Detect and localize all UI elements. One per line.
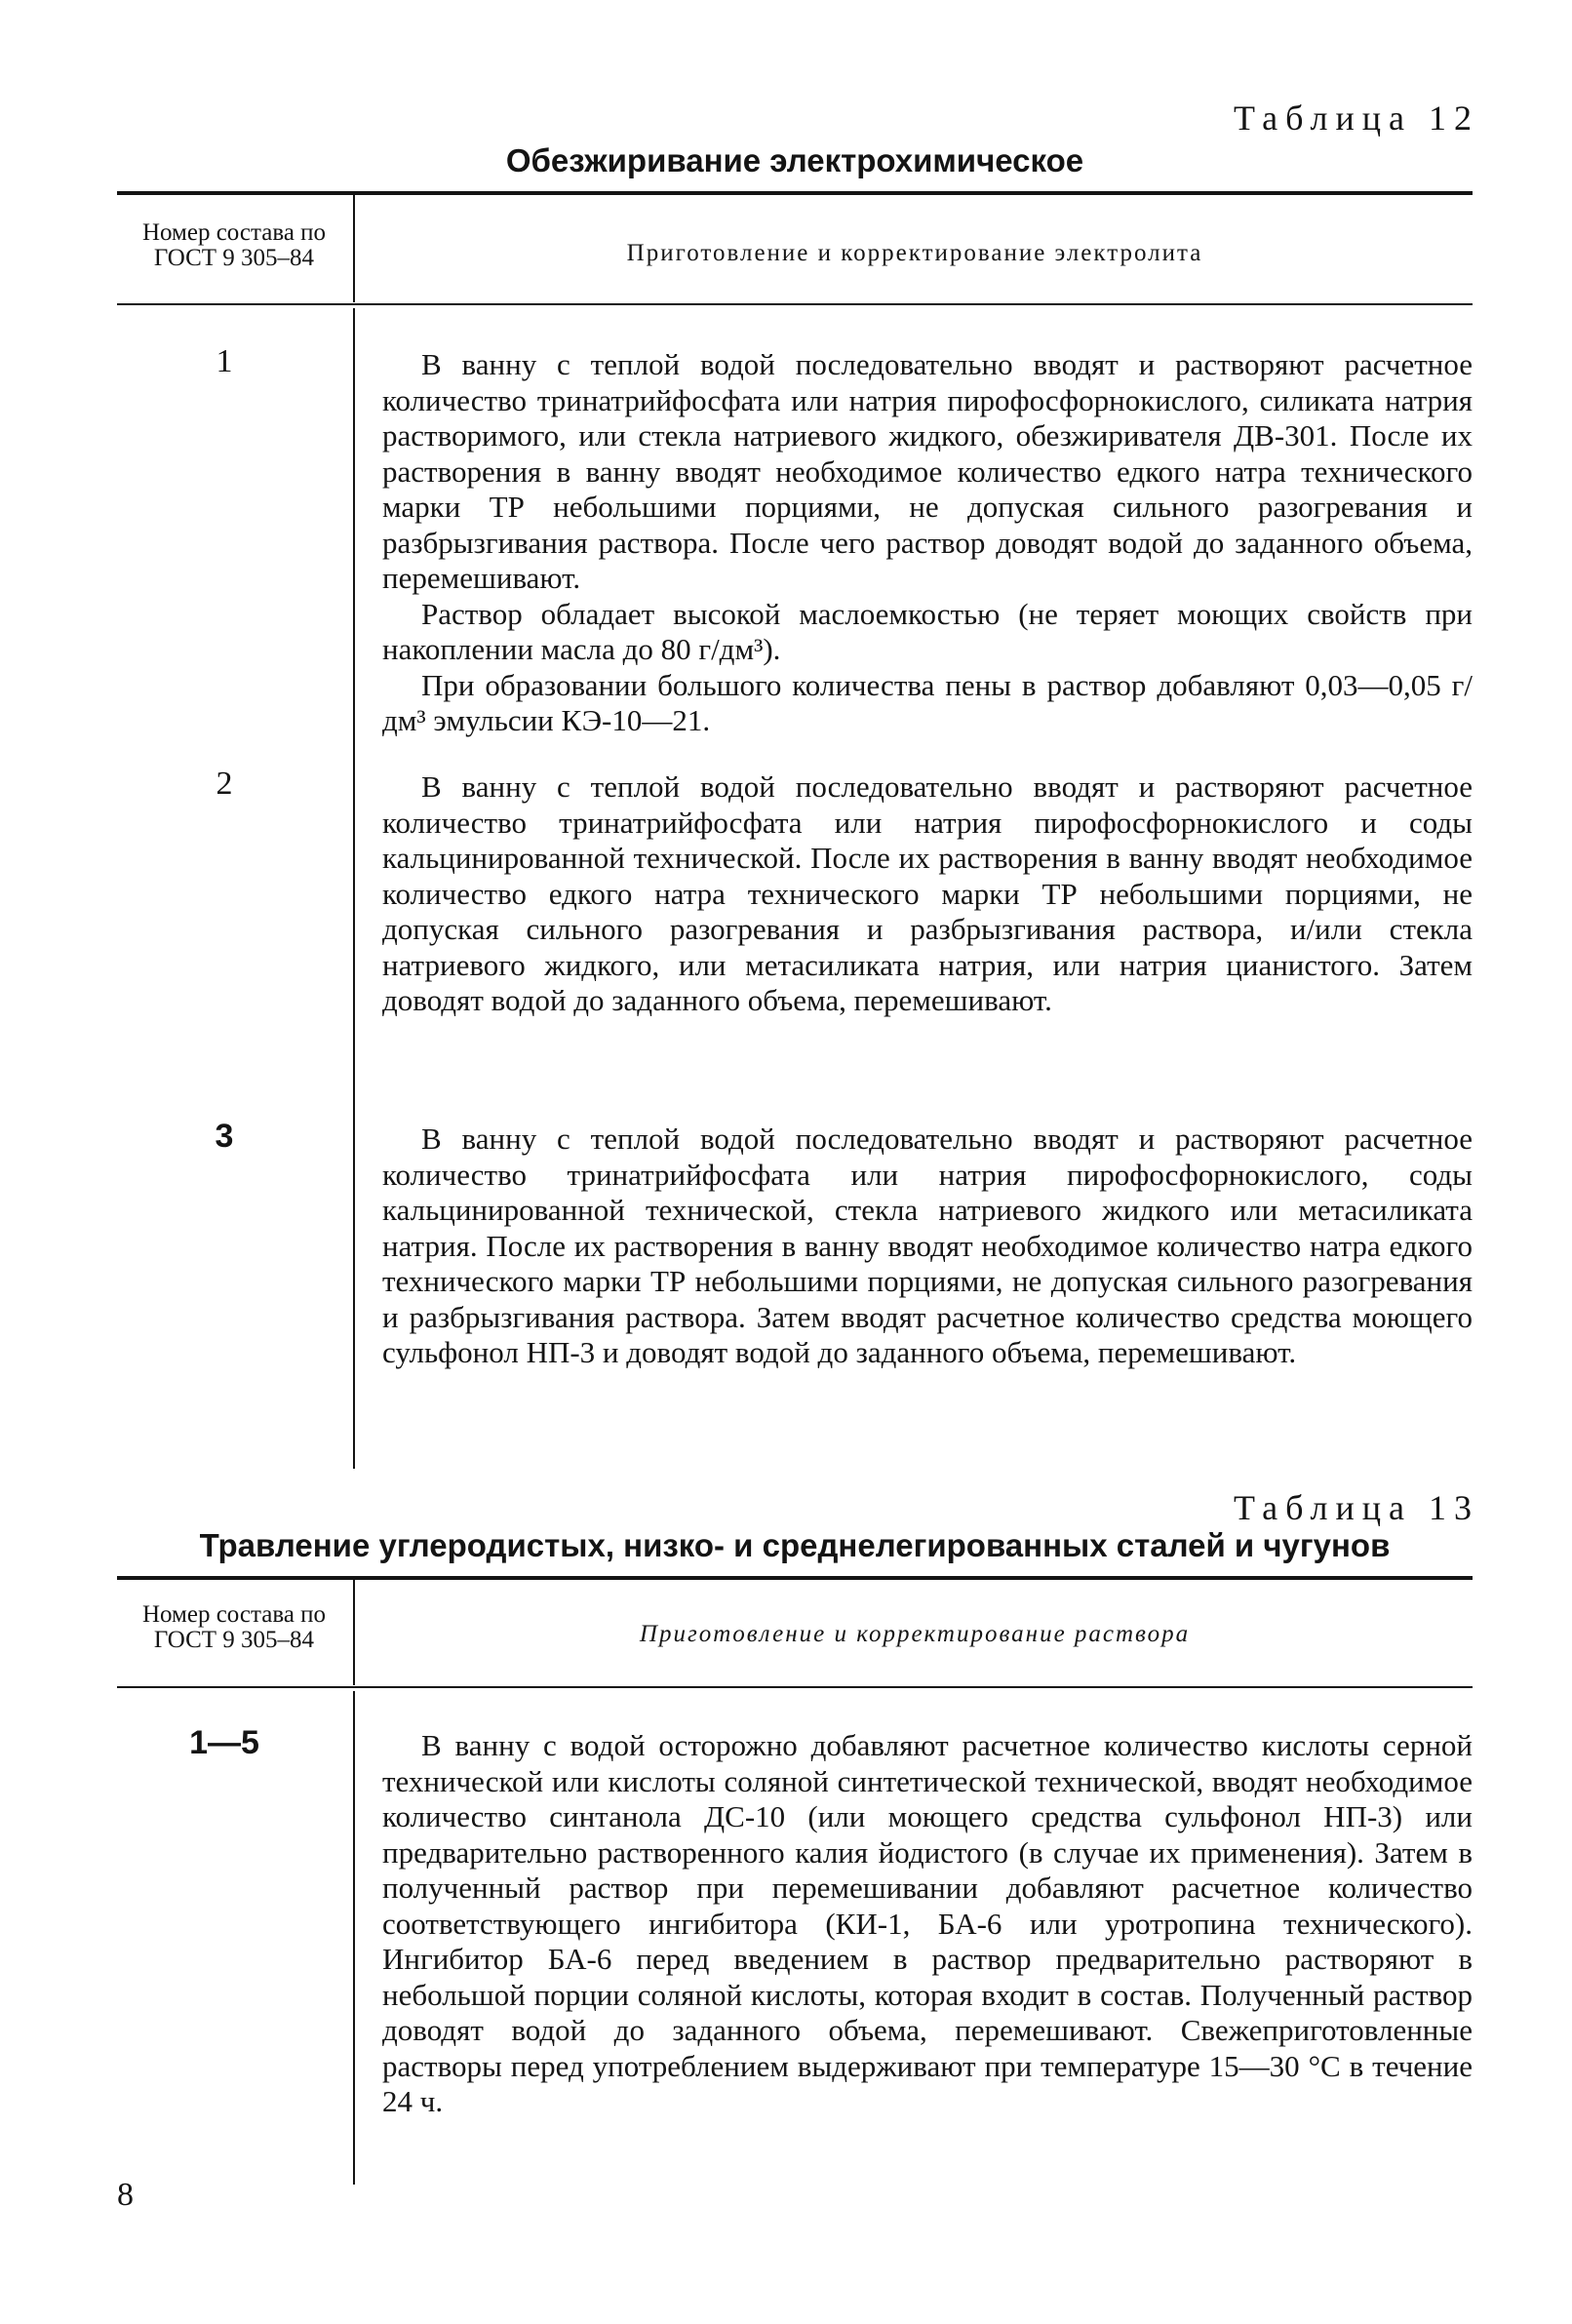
- paragraph: Раствор обладает высокой маслоемкостью (не теряет моющих свойств при накоплении масла до 80 г/дм³).: [382, 596, 1473, 666]
- table-13-column-divider: [353, 1691, 355, 2185]
- table-12-header-divider: [353, 193, 355, 302]
- table-13-header-divider: [353, 1578, 355, 1685]
- table-13-col-header-number: Номер состава по ГОСТ 9 305–84: [141, 1601, 327, 1653]
- table-13-row-number: 1—5: [189, 1724, 259, 1761]
- table-13-col-header-preparation: Приготовление и корректирование раствора: [639, 1621, 1191, 1647]
- table-13-row-1-text: [382, 1728, 1473, 2120]
- paragraph: При образовании большого количества пены в раствор добавляют 0,03—0,05 г/дм³ эмульсии КЭ-10—21.: [382, 667, 1473, 737]
- table-12-header-rule: [117, 303, 1473, 305]
- paragraph: В ванну с теплой водой последовательно вводят и растворяют расчетное количество тринатрийфосфата или натрия пирофосфорнокислого, силиката натрия растворимого, или стекла натриевого жидкого, обезжиривателя ДВ-301. После их растворения в ванну вводят необходимое количество едкого натра технического марки ТР небольшими порциями, не допуская сильного разогревания и разбрызгивания раствора. После чего раствор доводят водой до заданного объема, перемешивают.: [382, 347, 1473, 595]
- table-12-row-number: 3: [215, 1118, 234, 1155]
- paragraph: В ванну с теплой водой последовательно вводят и растворяют расчетное количество тринатрийфосфата или натрия пирофосфорнокислого и соды кальцинированной технической. После их растворения в ванну вводят необходимое количество едкого натра технического марки ТР небольшими порциями, не допуская сильного разогревания и разбрызгивания раствора, и/или стекла натриевого жидкого, или метасиликата натрия, или натрия цианистого. Затем доводят водой до заданного объема, перемешивают.: [382, 769, 1473, 1017]
- table-12-column-divider: [353, 308, 355, 1469]
- table-12-title: Обезжиривание электрохимическое: [505, 142, 1084, 178]
- table-12-row-3-text: [382, 1122, 1473, 1371]
- table-13-title: Травление углеродистых, низко- и среднелегированных сталей и чугунов: [199, 1527, 1391, 1563]
- table-12-col-header-number: Номер состава по ГОСТ 9 305–84: [141, 219, 327, 271]
- table-12-top-rule: [117, 191, 1473, 195]
- table-12-row-2-text: [382, 769, 1473, 1019]
- table-13-header-rule: [117, 1686, 1473, 1688]
- page-number: 8: [117, 2177, 134, 2213]
- table-13-top-rule: [117, 1576, 1473, 1580]
- table-12-label: Таблица 12: [1234, 98, 1479, 138]
- table-12-row-number: 1: [216, 343, 233, 379]
- table-12-row-1-text: [382, 347, 1473, 739]
- table-13-label: Таблица 13: [1234, 1488, 1479, 1527]
- paragraph: В ванну с водой осторожно добавляют расчетное количество кислоты серной технической или кислоты соляной синтетической технической, вводят необходимое количество синтанола ДС-10 (или моющего средства сульфонол НП-3) или предварительно растворенного калия йодистого (в случае их применения). Затем в полученный раствор при перемешивании добавляют расчетное количество соответствующего ингибитора (КИ-1, БА-6 или уротропина технического). Ингибитор БА-6 перед введением в раствор предварительно растворяют в небольшой порции соляной кислоты, которая входит в состав. Полученный раствор доводят водой до заданного объема, перемешивают. Свежеприготовленные растворы перед употреблением выдерживают при температуре 15—30 °С в течение 24 ч.: [382, 1728, 1473, 2118]
- table-12-col-header-preparation: Приготовление и корректирование электролита: [626, 240, 1203, 266]
- table-12-row-number: 2: [216, 766, 233, 802]
- paragraph: В ванну с теплой водой последовательно вводят и растворяют расчетное количество тринатрийфосфата или натрия пирофосфорнокислого, соды кальцинированной технической, стекла натриевого жидкого или метасиликата натрия. После их растворения в ванну вводят необходимое количество натра едкого технического марки ТР небольшими порциями, не допуская сильного разогревания и разбрызгивания раствора. Затем вводят расчетное количество средства моющего сульфонол НП-3 и доводят водой до заданного объема, перемешивают.: [382, 1122, 1473, 1369]
